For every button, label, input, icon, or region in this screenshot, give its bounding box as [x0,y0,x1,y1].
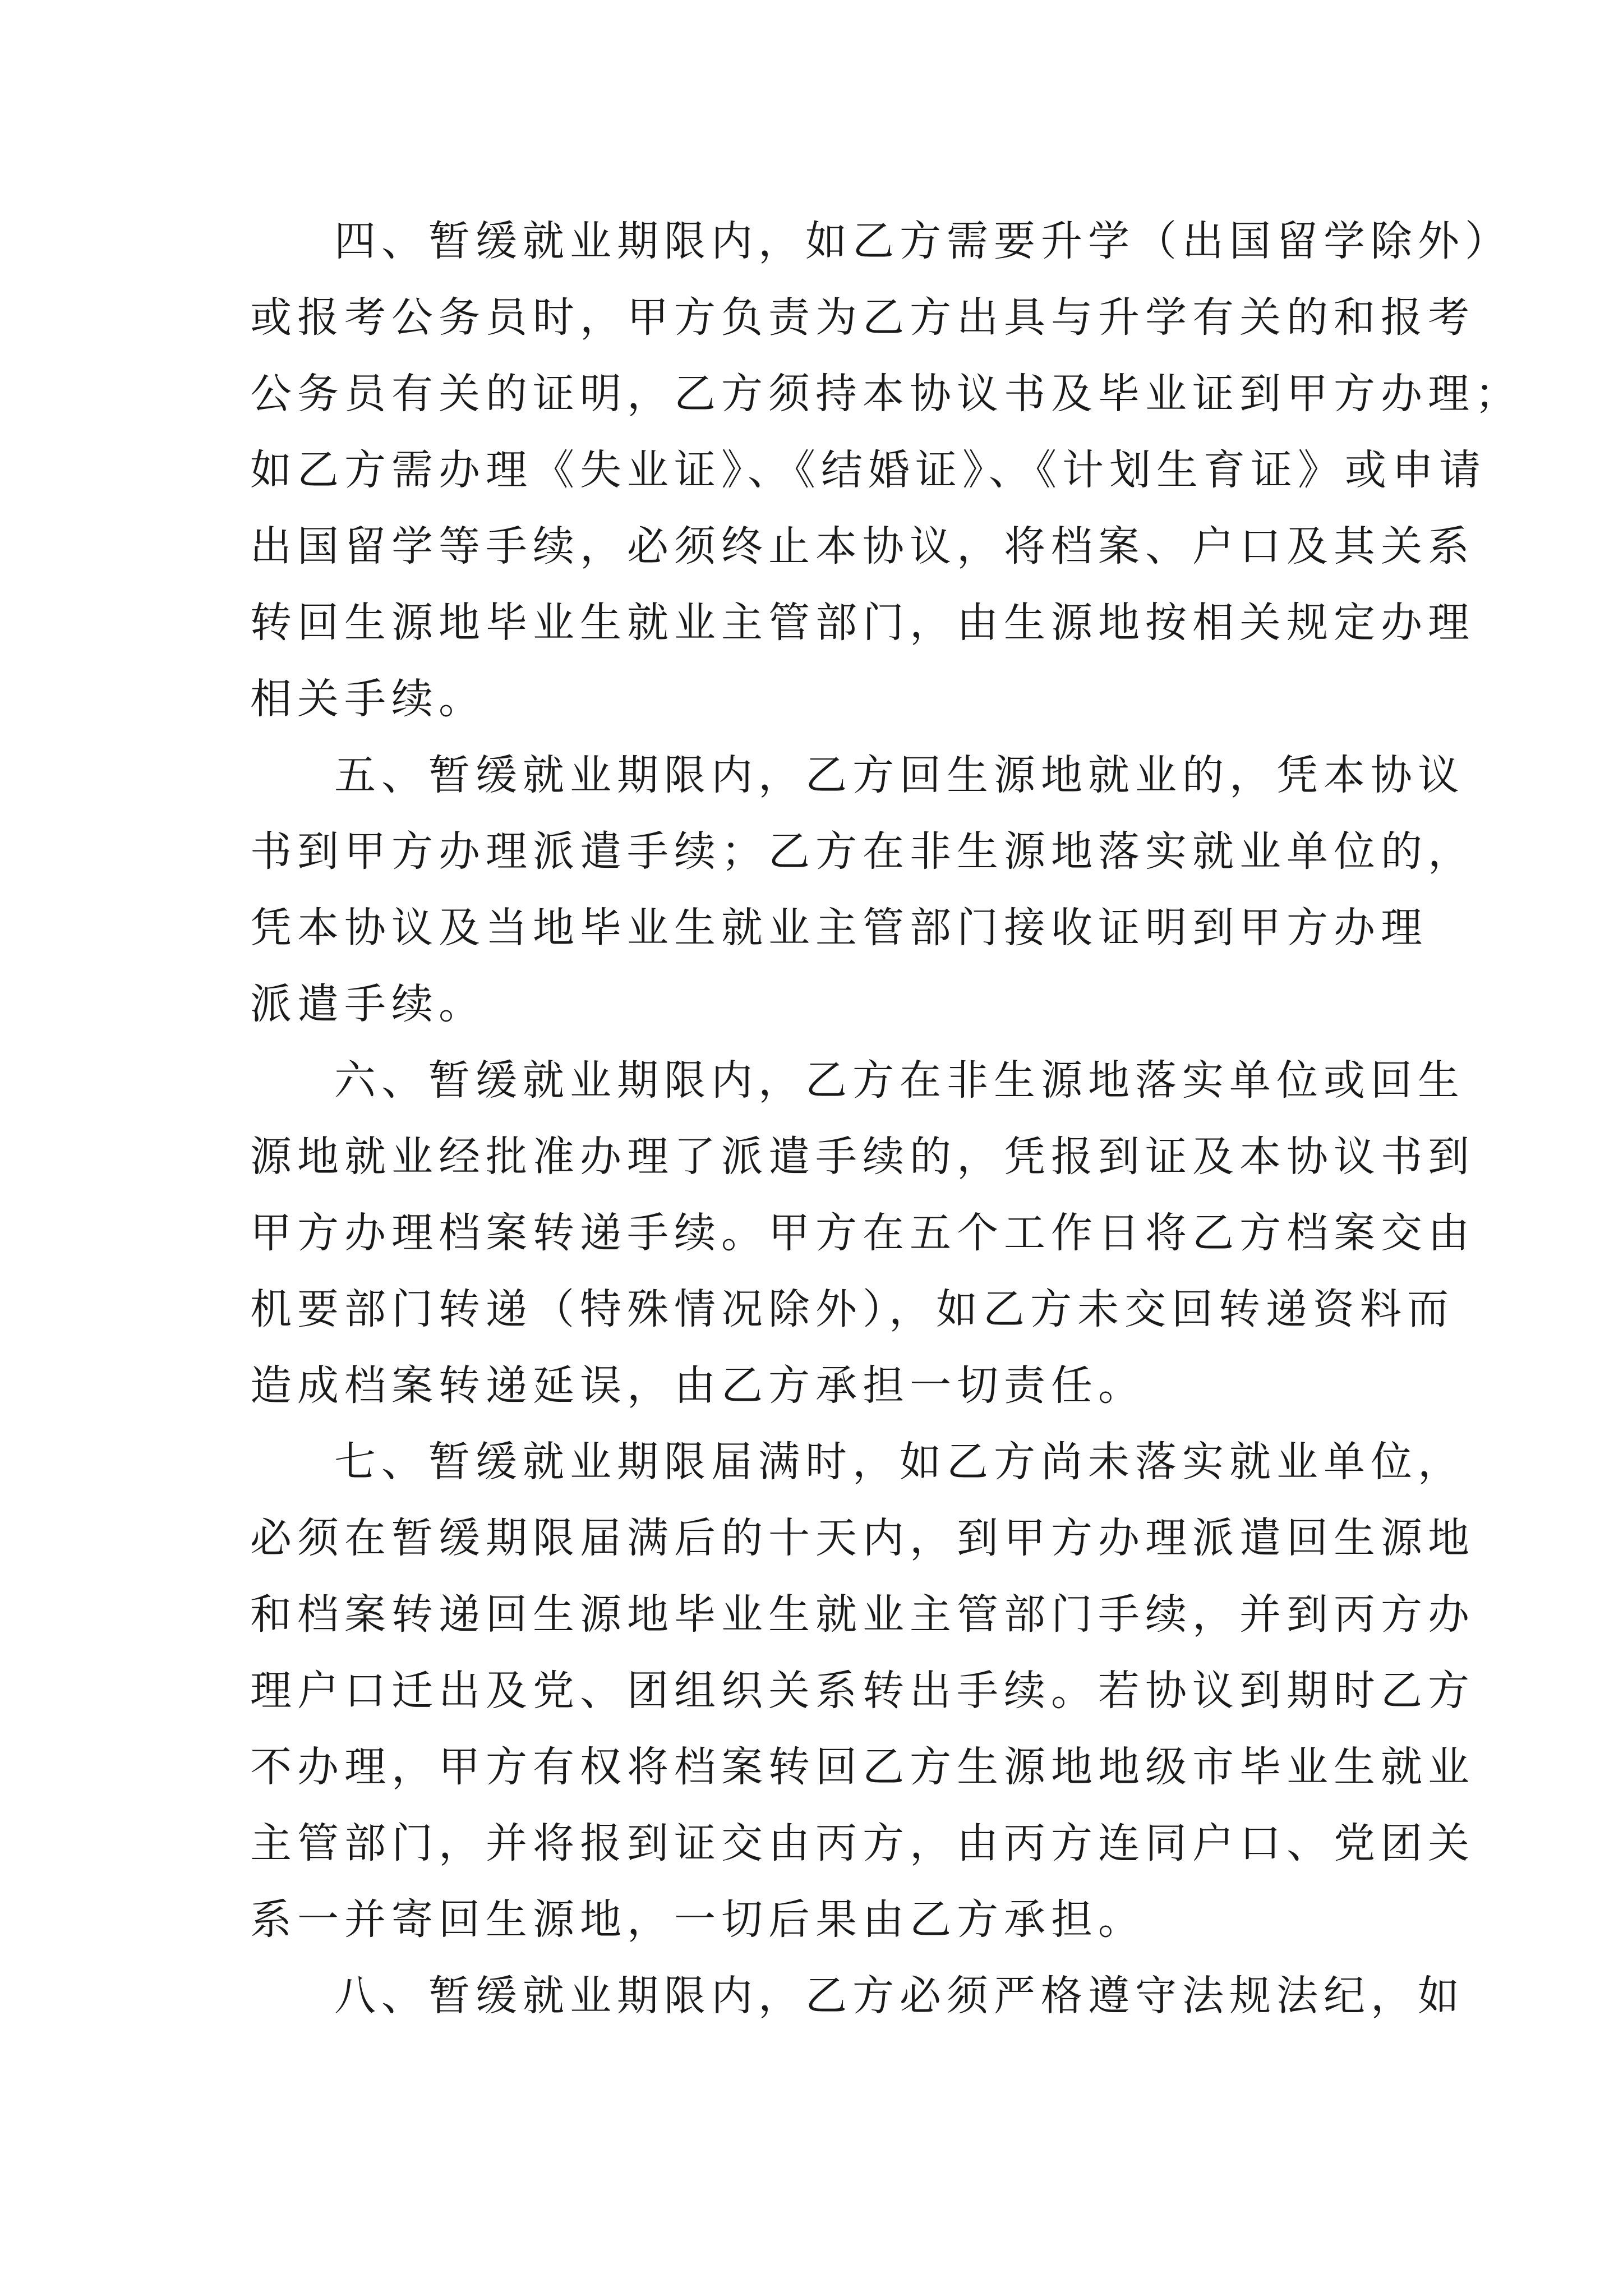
paragraph-7-line-6: 主管部门，并将报到证交由丙方，由丙方连同户口、党团关 [250,1819,1475,1867]
paragraph-4-line-3: 公务员有关的证明，乙方须持本协议书及毕业证到甲方办理； [250,370,1522,418]
paragraph-4-line-1: 四、暂缓就业期限内，如乙方需要升学（出国留学除外） [334,217,1512,265]
paragraph-7-line-2: 必须在暂缓期限届满后的十天内，到甲方办理派遣回生源地 [250,1514,1475,1562]
paragraph-7-line-4: 理户口迁出及党、团组织关系转出手续。若协议到期时乙方 [250,1667,1475,1715]
paragraph-4-line-5: 出国留学等手续，必须终止本协议，将档案、户口及其关系 [250,522,1475,570]
paragraph-5-line-1: 五、暂缓就业期限内，乙方回生源地就业的，凭本协议 [334,751,1465,799]
paragraph-5-line-2: 书到甲方办理派遣手续；乙方在非生源地落实就业单位的， [250,827,1475,876]
paragraph-5-line-3: 凭本协议及当地毕业生就业主管部门接收证明到甲方办理 [250,904,1428,952]
paragraph-5-line-4: 派遣手续。 [250,980,486,1028]
paragraph-6-line-3: 甲方办理档案转递手续。甲方在五个工作日将乙方档案交由 [250,1209,1475,1257]
paragraph-7-line-5: 不办理，甲方有权将档案转回乙方生源地地级市毕业生就业 [250,1743,1475,1791]
paragraph-7-line-1: 七、暂缓就业期限届满时，如乙方尚未落实就业单位， [334,1438,1465,1486]
paragraph-6-line-1: 六、暂缓就业期限内，乙方在非生源地落实单位或回生 [334,1056,1465,1105]
paragraph-4-line-4: 如乙方需办理《失业证》、《结婚证》、《计划生育证》或申请 [250,446,1486,494]
paragraph-4-line-2: 或报考公务员时，甲方负责为乙方出具与升学有关的和报考 [250,293,1475,342]
paragraph-8-line-1: 八、暂缓就业期限内，乙方必须严格遵守法规法纪，如 [334,1972,1465,2020]
paragraph-4-line-6: 转回生源地毕业生就业主管部门，由生源地按相关规定办理 [250,599,1475,647]
paragraph-7-line-7: 系一并寄回生源地，一切后果由乙方承担。 [250,1895,1145,1944]
paragraph-6-line-2: 源地就业经批准办理了派遣手续的，凭报到证及本协议书到 [250,1133,1475,1181]
paragraph-7-line-3: 和档案转递回生源地毕业生就业主管部门手续，并到丙方办 [250,1590,1475,1639]
paragraph-4-line-7: 相关手续。 [250,675,486,723]
paragraph-6-line-4: 机要部门转递（特殊情况除外），如乙方未交回转递资料而 [250,1285,1454,1333]
paragraph-6-line-5: 造成档案转递延误，由乙方承担一切责任。 [250,1361,1145,1410]
